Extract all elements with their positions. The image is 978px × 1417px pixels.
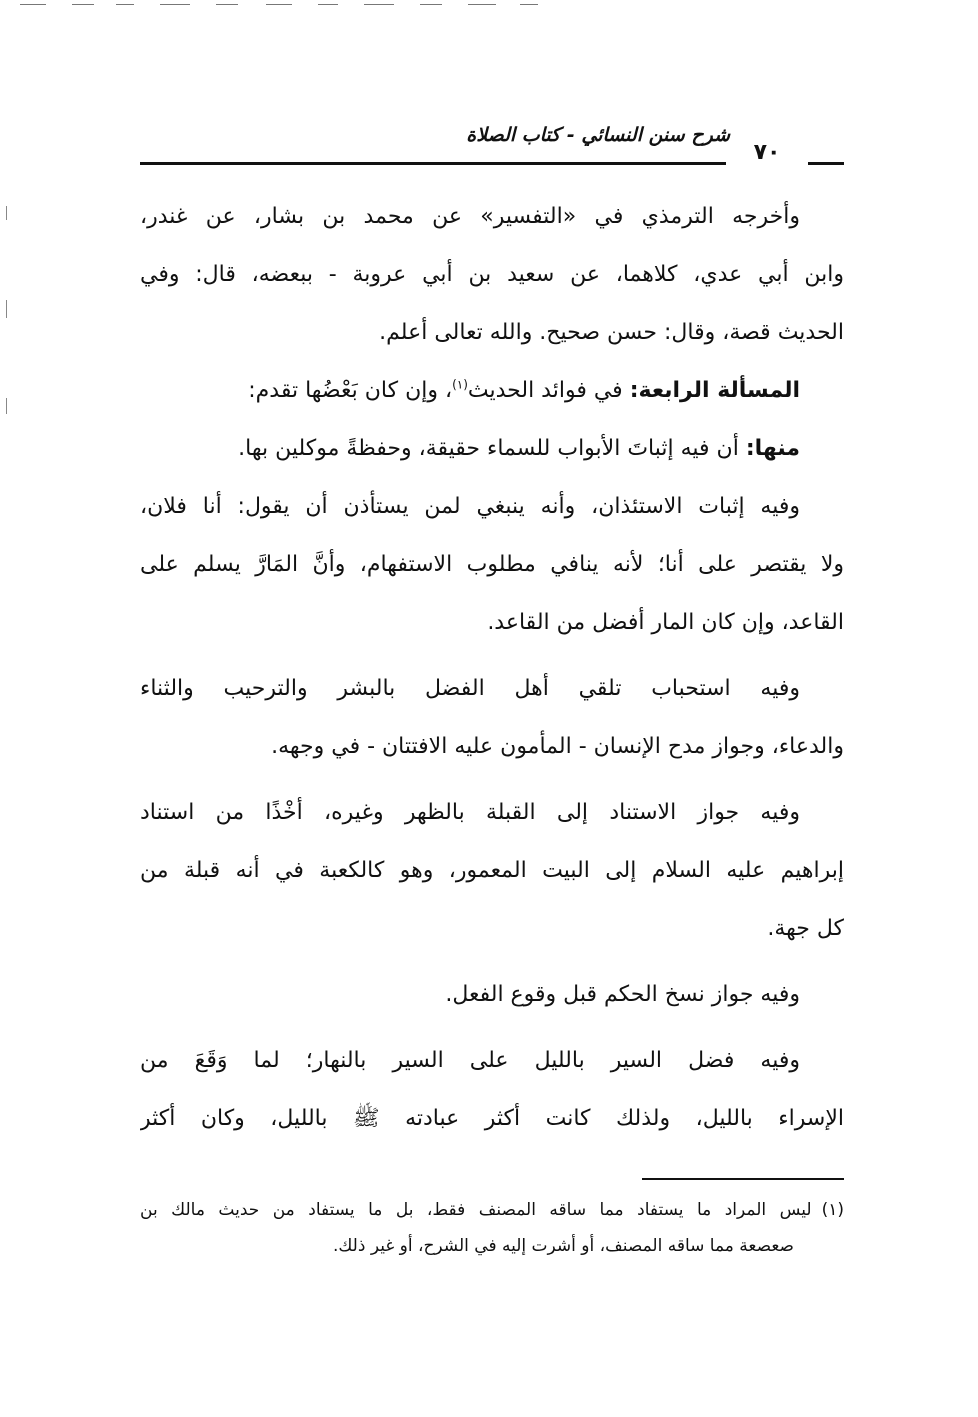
main-text [140,188,844,1148]
footnote-rule [642,1178,844,1180]
page-number: ٧٠ [753,140,781,165]
text-line: الإسراء بالليل، ولذلك كانت أكثر عبادته ﷺ بالليل، وكان أكثر [140,1106,844,1131]
text-line: ولا يقتصر على أنا؛ لأنه ينافي مطلوب الاستفهام، وأنَّ المَارَّ يسلم على [140,552,844,577]
text-line: وفيه إثبات الاستئذان، وأنه ينبغي لمن يستأذن أن يقول: أنا فلان، [140,494,800,519]
header-rule-short [808,162,844,165]
margin-speck [6,398,7,414]
lead-word: منها: [745,436,800,461]
text-span: أن فيه إثباتَ الأبواب للسماء حقيقة، وحفظةً موكلين بها. [238,436,746,461]
section-heading-line [140,362,844,420]
text-line [140,420,844,478]
footnotes [140,1192,844,1264]
text-line: وفيه فضل السير بالليل على السير بالنهار؛ لما وَقَعَ من [140,1048,800,1073]
text-line: والدعاء، وجواز مدح الإنسان - المأمون عليه الافتتان - في وجهه. [271,734,844,759]
text-line: وأخرجه الترمذي في «التفسير» عن محمد بن بشار، عن غندر، [140,204,800,229]
section-heading: المسألة الرابعة: [629,378,800,403]
text-line: كل جهة. [767,916,844,941]
header-rule [140,162,726,165]
footnote-line: صعصعة مما ساقه المصنف، أو أشرت إليه في الشرح، أو غير ذلك. [332,1236,794,1256]
text-line: وفيه استحباب تلقي أهل الفضل بالبشر والترحيب والثناء [140,676,800,701]
running-head: شرح سنن النسائي - كتاب الصلاة [466,124,730,146]
footnote-line [140,1192,844,1228]
margin-speck [6,300,7,318]
footnote-reference: (١) [452,377,468,392]
footnote-text: ليس المراد ما يستفاد مما ساقه المصنف فقط، بل ما يستفاد من حديث مالك بن [140,1200,812,1220]
footnote-number: (١) [821,1200,844,1220]
text-line: وفيه جواز نسخ الحكم قبل وقوع الفعل. [445,982,800,1007]
text-line: إبراهيم عليه السلام إلى البيت المعمور، وهو كالكعبة في أنه قبلة من [140,858,844,883]
text-span: في فوائد الحديث [467,378,630,403]
text-line: وابن أبي عدي، كلاهما، عن سعيد بن أبي عروبة - ببعضه، قال: وفي [140,262,844,287]
scan-artifact-marks [20,2,560,8]
text-span: ، وإن كان بَعْضُها تقدم: [248,378,453,403]
text-line: الحديث قصة، وقال: حسن صحيح. والله تعالى أعلم. [379,320,844,345]
margin-speck [6,206,7,220]
text-line: القاعد، وإن كان المار أفضل من القاعد. [487,610,844,635]
text-line: وفيه جواز الاستناد إلى القبلة بالظهر وغيره، أخْذًا من استناد [140,800,800,825]
